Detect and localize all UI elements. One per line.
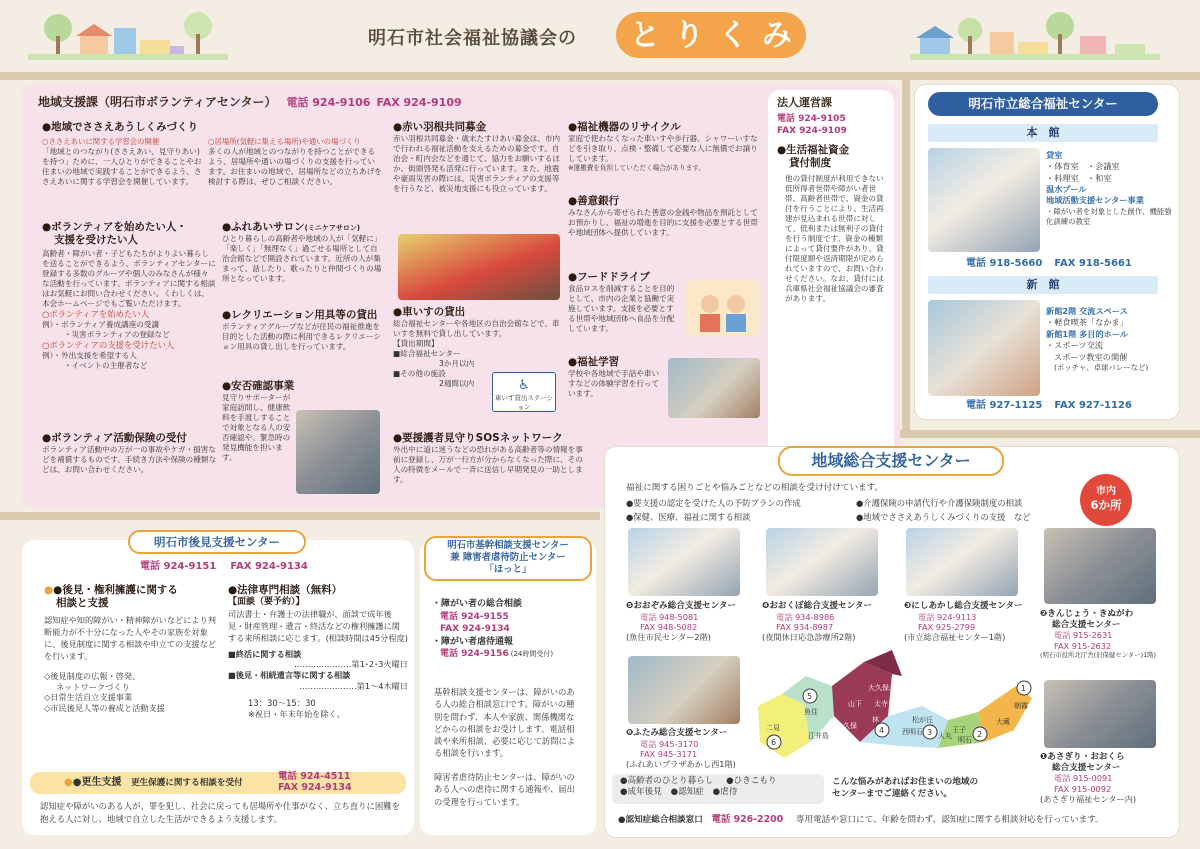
fax: FAX 927-1126	[1054, 400, 1132, 411]
section-title: ●地域でささえあうしくみづくり	[42, 121, 198, 133]
section-gakushukai	[42, 137, 204, 187]
call-line: こんな悩みがあればお住まいの地域の	[832, 777, 979, 787]
tel: 電話 915-2631	[1054, 630, 1113, 641]
kikan-contacts	[432, 598, 592, 661]
section-recycle	[568, 121, 764, 173]
ninchi-title: ●認知症総合相談窓口	[618, 815, 703, 825]
map-label: 西明石	[902, 728, 923, 736]
row: ■後見・相続遺言等に関する相談	[228, 670, 351, 681]
title-char: と	[630, 18, 660, 53]
list-item: ◇日常生活自立支援事業	[44, 692, 133, 703]
section-sasaeai	[42, 121, 382, 134]
body-text: ひとり暮らしの高齢者や地域の人が「気軽に」「楽しく」「無理なく」過ごせる場所として自治会館などで開設されています。近所の人が集まって、話したり、歌ったりと仲間づくりの場所となっています。	[222, 233, 382, 283]
section-title-text: ●ふれあいサロン	[222, 221, 305, 233]
futami-photo	[628, 656, 740, 724]
fax: FAX 925-2799	[918, 621, 976, 632]
list-item: 温水プール	[1046, 183, 1087, 194]
header	[0, 0, 1200, 66]
bokin-photo	[398, 234, 560, 300]
map-label: 魚住	[804, 708, 818, 716]
tel: 電話 924-9106	[286, 96, 371, 109]
title-text: ●後見・権利擁護に関する	[53, 584, 178, 596]
kikan-title-line: 「ほっと」	[484, 564, 532, 576]
center-name: ❻ふたみ総合支援センター	[626, 728, 728, 738]
town-illustration-left	[20, 6, 230, 62]
fax: FAX 924-9134	[230, 561, 308, 572]
fax: FAX 924-9134	[278, 781, 352, 793]
list-item: ネットワークづくり	[56, 681, 130, 692]
body-text: 食品ロスを削減することを目的として、市内の企業と協働で実施しています。支援を必要とする世帯や地域団体へ食品を分配しています。	[568, 283, 675, 333]
map-label: 大久保北	[868, 684, 896, 692]
body-text: 赤い羽根共同募金・歳末たすけあい募金は、市内で行われる福祉活動を支えるための募金です。自治会・町内会などを通じて、協力をお願いするほか、街頭啓発も活発に行っています。また、地震や豪雨災害の際には、災害ボランティアの支援等を行うなど、被災地支援にも役立っています。	[393, 133, 561, 193]
badge-label: 車いす貸出ステーション	[494, 394, 554, 411]
map-label: 3	[927, 728, 933, 737]
sub-title: ○ささえあいに関する学習会の開催	[42, 137, 160, 146]
place: (夜間休日応急診療所2階)	[762, 632, 856, 643]
honkan-tel	[966, 257, 1132, 270]
ninchi-text: 専用電話や窓口にて、年齢を問わず、認知症に関する相談対応を行っています。	[795, 815, 1104, 825]
chiiki-heading-text: 地域支援課（明石市ボランティアセンター）	[38, 95, 277, 109]
center-2	[1040, 608, 1176, 659]
tel: 電話 924-4511	[278, 771, 351, 782]
section-hoken	[42, 432, 218, 475]
map-label: 大久保	[836, 722, 857, 730]
place: (明石市役所北庁舎(旧保健センター)1階)	[1040, 650, 1157, 659]
center-name: 総合支援センター	[1052, 762, 1121, 773]
map-label: 2	[977, 730, 983, 739]
map-label: 二見	[766, 724, 780, 732]
list-item: ・軽食喫茶「なかま」	[1046, 317, 1128, 328]
body-text: 家庭で使わなくなった車いすや歩行器、シャワーいすなどを引き取り、点検・整備して必要な人に無償でお譲りしています。	[568, 133, 758, 163]
body-text: 認知症や知的障がい・精神障がいなどにより判断能力が不十分になった人やその家族を対象に、後見制度に関する相談や申立ての支援などを行います。	[44, 614, 216, 662]
body-text: 見守りサポーターが家庭訪問し、健康飲料を手渡しすることで対象となる人の安否確認や、緊急時の発見機能を担います。	[222, 392, 291, 462]
section-title: ●赤い羽根共同募金	[393, 121, 487, 133]
section-ibasho	[208, 137, 382, 187]
list-item: ・障がい者を対象とした創作、機能強化訓練の教室	[1046, 206, 1172, 226]
center-1	[1040, 751, 1176, 804]
section-title: ●車いすの貸出	[393, 306, 466, 318]
list-item: 例）・外出支援を希望する人	[42, 350, 137, 360]
center-4	[762, 600, 902, 642]
period-row: ■総合福祉センター	[393, 348, 461, 358]
body-text: 「地域とのつながり(ささえあい、見守りあい)を持つ」ために、一人ひとりができることやお住まいの地域で実践することができるよう、ささえあいに関する学習会を開催しています。	[42, 146, 202, 186]
tel: 電話 927-1125	[966, 400, 1043, 411]
wheelchair-icon: ♿	[518, 378, 530, 393]
body-text: ボランティアグループなどが住民の福祉推進を目的とした活動の際に利用できるレクリエーション用具の貸し出しを行っています。	[222, 321, 382, 351]
section-recreation	[222, 309, 384, 352]
map-label: 大蔵	[996, 718, 1010, 726]
section-title: ●ボランティアを始めたい人・	[42, 221, 187, 233]
nishiakashi-photo	[906, 528, 1018, 596]
period-row: ■その他の施設	[393, 368, 446, 378]
note: ※祝日・年末年始を除く。	[248, 709, 345, 720]
section-akaihane	[393, 121, 561, 194]
map-label: 江井島	[808, 732, 829, 740]
chiiki-intro: 福祉に関する困りごとや悩みごとなどの相談を受け付けています。	[626, 483, 884, 493]
chiiki-sogo-title: 地域総合支援センター	[778, 446, 1004, 476]
section-title: ●●後見・権利擁護に関する	[44, 584, 178, 596]
map-label: 林	[872, 716, 879, 724]
tel: 電話 915-0091	[1054, 773, 1113, 784]
kikan-text1: 基幹相談支援センターは、障がいのある人の総合相談窓口です。障がいの種別を問わず、本人や家族、関係機関などからの相談をお受けします。電話相談や来所相談、必要に応じて訪問による相談を行います。	[434, 687, 576, 759]
list-item: ・スポーツ交流	[1046, 340, 1103, 351]
section-title: ●法律専門相談（無料）	[228, 584, 343, 596]
row-value: …………………第1～4木曜日	[299, 681, 408, 692]
map-label: 1	[1021, 684, 1027, 693]
houjin-heading: 法人運営課	[777, 96, 832, 109]
section-anpi	[222, 380, 295, 463]
chiiki-b4: ●地域でささえあうしくみづくりの支援 など	[856, 512, 1031, 522]
fax: FAX 945-3171	[640, 748, 698, 759]
worry-item: ●認知症	[670, 787, 704, 798]
shinkan-label: 新 館	[928, 276, 1158, 294]
contact-label: ・障がい者の総合相談	[432, 599, 523, 609]
honkan-list	[1046, 150, 1172, 227]
call-text	[832, 777, 978, 800]
sub-title: ○居場所(気軽に集える場所)や通いの場づくり	[208, 137, 361, 146]
tel: 電話 924-9113	[918, 611, 977, 622]
list-item: ・災害ボランティアの登録など	[64, 329, 170, 339]
worry-item: ●高齢者のひとり暮らし	[620, 776, 714, 786]
body-text: みなさんから寄せられた善意の金銭や物品を預託としてお預かりし、福祉の増進を目的に支援を必要とする世帯や地域団体へ提供しています。	[568, 207, 758, 237]
map-label: 5	[807, 692, 813, 701]
section-title: 相談と支援	[56, 596, 109, 609]
contact-label: ・障がい者虐待通報	[432, 636, 514, 647]
period-value: 2週間以内	[439, 378, 475, 388]
tel: 電話 934-8986	[776, 611, 835, 622]
tel: 電話 948-5081	[640, 611, 699, 622]
section-horitsu	[228, 584, 408, 720]
houjin-title: 貸付制度	[789, 157, 831, 169]
list-item: (ボッチャ、卓球バレーなど)	[1054, 363, 1149, 373]
place: (魚住市民センター2階)	[626, 632, 711, 643]
section-title	[222, 221, 384, 234]
section-title: ●善意銀行	[568, 195, 620, 207]
section-salon	[222, 221, 384, 284]
body-text: 多くの人が地域とのつながりを持つことができるよう、居場所や通いの場づくりの支援を行っています。お住まいの地域で、居場所などの立ちあげを検討する際は、ぜひご相談ください。	[208, 146, 382, 186]
fax: FAX 924-9109	[376, 96, 462, 109]
section-title: 支援を受けたい人	[54, 233, 138, 246]
map-label: 人丸	[938, 732, 952, 740]
map-label: 朝霧	[1014, 702, 1028, 710]
tel: 電話 945-3170	[640, 738, 699, 749]
chiiki-b1: ●要支援の認定を受けた人の予防プランの作成	[626, 498, 801, 508]
list-item: スポーツ教室の開催	[1054, 351, 1128, 362]
ninchi-row	[618, 814, 1104, 826]
kosei-title: ●●更生支援 更生保護に関する相談を受付	[64, 777, 243, 788]
tel: 電話 926-2200	[711, 814, 784, 825]
ookubo-photo	[766, 528, 878, 596]
sub-text: 更生保護に関する相談を受付	[130, 778, 243, 788]
kikan-title-line: 明石市基幹相談支援センター	[447, 540, 569, 551]
list-item: 地域活動支援センター事業	[1046, 195, 1144, 206]
list-item: 新館2階 交流スペース	[1046, 306, 1128, 316]
body-text: 高齢者・障がい者・子どもたちがよりよい暮らしを送ることができるよう、ボランティアセンターに登録する多数のグループや個人のみなさんが様々な活動を行っています。ボランティアに関する相談はお気軽にお問い合わせください。くわしくは、本会ホームページでもご覧いただけます。	[42, 248, 216, 308]
badge-text: 6か所	[1090, 498, 1122, 512]
call-line: センターまでご連絡ください。	[832, 788, 952, 799]
town-illustration-right	[910, 6, 1160, 62]
fax: FAX 915-0092	[1054, 783, 1112, 794]
kinjou-photo	[1044, 528, 1156, 604]
kikan-text2: 障害者虐待防止センターは、障がいのある人への虐待に関する通報や、届出の受理を行っています。	[434, 772, 575, 807]
center-name: ❶あさぎり・おおくら	[1040, 752, 1125, 762]
note: (24時間受付)	[510, 650, 554, 659]
shinkan-photo	[928, 300, 1040, 396]
place: (市立総合福祉センター1階)	[904, 632, 1006, 643]
title-char: み	[762, 18, 792, 53]
map-label: 6	[771, 738, 777, 747]
section-title: ●要援護者見守りSOSネットワーク	[393, 432, 563, 444]
section-zenigin	[568, 195, 764, 238]
center-3	[904, 600, 1044, 642]
list-item: 新館1階 多目的ホール	[1046, 328, 1129, 339]
fooddrive-illustration	[686, 280, 760, 336]
section-title: ●ボランティア活動保険の受付	[42, 432, 187, 444]
header-title	[616, 12, 806, 58]
kouken-title: 明石市後見支援センター	[128, 530, 306, 554]
section-title-small: (ミニケアサロン)	[304, 224, 361, 232]
list-item: 例）・ボランティア養成講座の受講	[42, 319, 160, 329]
title-char: り	[674, 18, 704, 53]
body-text: 外出中に道に迷うなどの恐れがある高齢者等の情報を事前に登録し、万が一行方が分からなくなった際に、その人の特徴をメールで一斉に送信し早期発見の一助とします。	[393, 444, 583, 484]
anpi-photo	[296, 410, 380, 494]
kikan-title-line: 兼 障害者虐待防止センター	[450, 552, 566, 564]
period-label: 【貸出期間】	[393, 338, 439, 348]
center-name: ❸にしあかし総合支援センター	[904, 601, 1023, 611]
map-label: 太寺	[874, 700, 888, 708]
divider	[902, 72, 910, 430]
asagiri-photo	[1044, 680, 1156, 748]
center-name: 総合支援センター	[1052, 619, 1121, 630]
row-value: …………………第1･2･3火曜日	[294, 659, 408, 670]
badge-text: 市内	[1096, 486, 1116, 497]
place: (ふれあいプラザあかし西1階)	[626, 759, 736, 770]
list-item: ◇市民後見人等の養成と活動支援	[44, 703, 165, 714]
period-value: 3か月以内	[439, 358, 475, 368]
chiiki-b3: ●保健、医療、福祉に関する相談	[626, 512, 751, 522]
houjin-tel: 電話 924-9105	[777, 114, 846, 124]
fax: FAX 924-9134	[440, 624, 510, 635]
sub-title: ○ボランティアの支援を受けたい人	[42, 339, 175, 350]
section-gakushu	[568, 356, 662, 399]
body-text: 司法書士・弁護士の法律職が、面談で成年後見・財産管理・遺言・終活などの権利擁護に関する来所相談に応じます。(相談時間は45分程度)	[228, 608, 408, 644]
worry-item: ●虐待	[712, 787, 738, 798]
map-label: 山下	[848, 700, 862, 708]
chiiki-heading	[38, 95, 462, 111]
note: ※運搬費を負担していただく場合があります。	[568, 163, 705, 172]
sogo-fukushi-title: 明石市立総合福祉センター	[928, 92, 1158, 116]
houjin-title: ●生活福祉資金	[777, 144, 850, 156]
section-koken-sodan	[44, 584, 220, 714]
list-item: ・イベントの主催者など	[64, 360, 148, 370]
honkan-photo	[928, 148, 1040, 252]
map-label: 松が丘	[912, 716, 933, 724]
houjin-text: 他の貸付制度が利用できない低所得者世帯や障がい者世帯、高齢者世帯で、資金の貸付を行うことにより、生活再建が見込まれる世帯に対して、低利または無利子の貸付を行う制度です。資金の種類によって貸付要件があり、貸付限度額や返済期限が定められていますので、お問い合わせください。なお、貸付には兵庫県社会福祉協議会の審査があります。	[785, 174, 884, 304]
shinai-badge	[1080, 474, 1132, 526]
header-org: 明石市社会福祉協議会の	[368, 28, 577, 49]
kurumaisu-badge	[492, 372, 556, 412]
center-name: ❹おおくぼ総合支援センター	[762, 601, 873, 611]
time: 13：30～15：30	[248, 697, 316, 708]
sub-title: 【面談（要予約）】	[228, 596, 305, 607]
tel: 電話 918-5660	[966, 258, 1043, 269]
tel: 電話 924-9155	[440, 611, 509, 622]
gakushu-photo	[668, 358, 760, 418]
map-label: 4	[879, 726, 885, 735]
houjin-fax: FAX 924-9109	[777, 126, 847, 136]
body-text: 学校や各地域で手話や車いすなどの体験学習を行っています。	[568, 368, 660, 398]
kouken-tel	[140, 560, 308, 573]
list-item: ・料理室 ・和室	[1046, 172, 1112, 183]
worry-item: ●ひきこもり	[726, 776, 777, 786]
section-title: ●福祉機器のリサイクル	[568, 121, 681, 133]
divider	[0, 512, 600, 520]
body-text: ボランティア活動中の万が一の事故やケガ・損害などを補償するものです。手続き方法や保険の種類などは、お問い合わせください。	[42, 444, 217, 474]
section-volunteer	[42, 221, 216, 371]
body-text: 総合福祉センターや各地区の自治会館などで、車いすを無料で貸し出しています。	[393, 318, 560, 338]
place: (あさぎり福祉センター内)	[1040, 793, 1137, 804]
chiiki-b2: ●介護保険の申請代行や介護保険制度の相談	[856, 498, 1023, 508]
honkan-label: 本 館	[928, 124, 1158, 142]
sub-title: ○ボランティアを始めたい人	[42, 308, 150, 319]
shinkan-tel	[966, 399, 1132, 412]
shinkan-list	[1046, 306, 1176, 374]
section-title: ●レクリエーション用具等の貸出	[222, 309, 378, 321]
section-fooddrive	[568, 271, 680, 334]
worry-item: ●成年後見	[620, 787, 662, 798]
title-char: く	[718, 18, 748, 53]
center-6	[626, 727, 756, 769]
list-item: 貸室	[1046, 150, 1063, 160]
tel: 電話 924-9156	[440, 649, 509, 660]
section-title: ●フードドライブ	[568, 271, 650, 283]
kikan-title	[424, 536, 592, 581]
list-item: ・体育室 ・会議室	[1046, 161, 1120, 172]
ouzumi-photo	[628, 528, 740, 596]
fax: FAX 918-5661	[1054, 258, 1132, 269]
kosei-tel	[278, 772, 352, 794]
section-title: ●安否確認事業	[222, 380, 295, 392]
fax: FAX 915-2632	[1054, 640, 1112, 651]
row: ■終活に関する相談	[228, 648, 302, 659]
list-item: ◇後見制度の広報・啓発、	[44, 670, 141, 681]
akashi-map	[752, 646, 1042, 770]
section-title: ●福祉学習	[568, 356, 620, 368]
worries-box	[612, 774, 824, 804]
section-sos	[393, 432, 583, 485]
kosei-text: 認知症や障がいのある人が、罪を犯し、社会に戻っても居場所や仕事がなく、立ち直りに困難を抱える人に対し、地域で自立した生活ができるよう支援します。	[40, 801, 400, 824]
tel: 電話 924-9151	[140, 561, 217, 572]
center-name: ❷きんじょう・きぬがわ	[1040, 609, 1134, 619]
center-name: ❺おおぞみ総合支援センター	[626, 601, 737, 611]
fax: FAX 948-5082	[640, 621, 698, 632]
divider	[0, 72, 1200, 80]
fax: FAX 934-8987	[776, 621, 834, 632]
center-5	[626, 600, 754, 642]
map-label: 王子	[952, 726, 966, 734]
map-label: 明石	[958, 736, 972, 744]
title-text: ●更生支援	[72, 777, 122, 788]
